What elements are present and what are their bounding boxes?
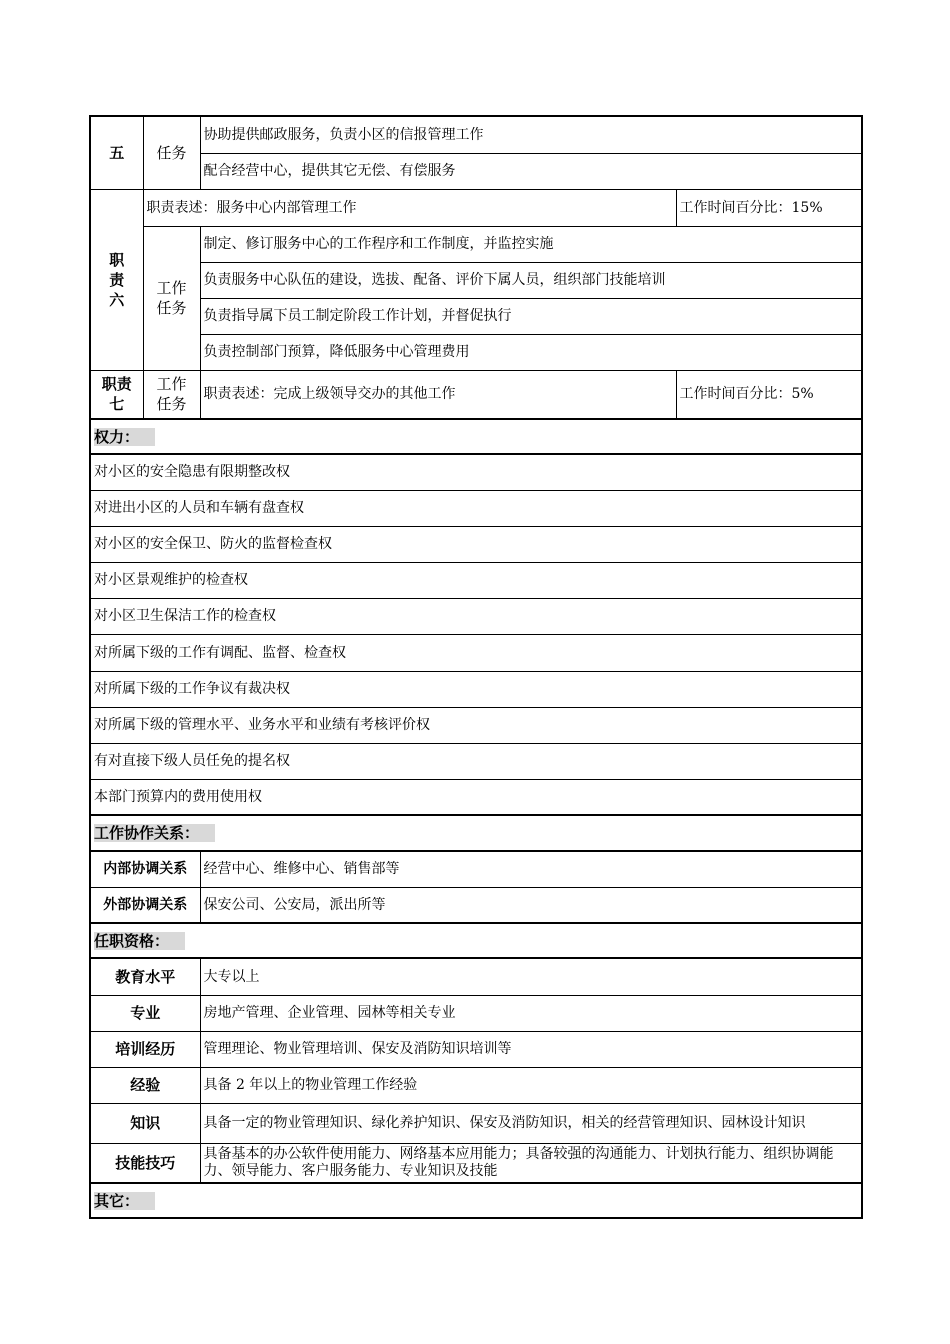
- authority-title-text: 权力：: [94, 428, 155, 446]
- job-description-document: [89, 115, 861, 1219]
- qualification-label-knowledge: 知识: [90, 1103, 200, 1143]
- duty-seven-time-percent: 工作时间百分比：5%: [676, 370, 862, 419]
- duty-five-task-1: 协助提供邮政服务，负责小区的信报管理工作: [200, 116, 862, 153]
- authority-item: 对进出小区的人员和车辆有盘查权: [90, 490, 862, 526]
- qualification-label-major: 专业: [90, 995, 200, 1031]
- qualification-value-skills: 具备基本的办公软件使用能力、网络基本应用能力；具备较强的沟通能力、计划执行能力、组织协调能力、领导能力、客户服务能力、专业知识及技能: [200, 1143, 862, 1183]
- duty-six-label-text: 职责六: [109, 250, 125, 309]
- external-coordination-value: 保安公司、公安局，派出所等: [200, 887, 862, 923]
- duty-six-description: 职责表述：服务中心内部管理工作: [143, 189, 676, 226]
- duty-six-task-4: 负责控制部门预算，降低服务中心管理费用: [200, 334, 862, 370]
- authority-item: 对小区景观维护的检查权: [90, 562, 862, 598]
- authority-item: 对小区的安全保卫、防火的监督检查权: [90, 526, 862, 562]
- internal-coordination-value: 经营中心、维修中心、销售部等: [200, 851, 862, 887]
- duty-seven-label-text: 职责七: [101, 375, 132, 414]
- internal-coordination-label: 内部协调关系: [90, 851, 200, 887]
- authority-item: 对小区卫生保洁工作的检查权: [90, 598, 862, 634]
- duty-five-task-2: 配合经营中心，提供其它无偿、有偿服务: [200, 153, 862, 189]
- duty-five-number: 五: [90, 116, 143, 189]
- authority-item: 有对直接下级人员任免的提名权: [90, 743, 862, 779]
- authority-item: 对所属下级的工作有调配、监督、检查权: [90, 634, 862, 671]
- other-section-title: [90, 1183, 862, 1218]
- qualification-value-experience: 具备 2 年以上的物业管理工作经验: [200, 1067, 862, 1103]
- duty-six-task-1: 制定、修订服务中心的工作程序和工作制度，并监控实施: [200, 226, 862, 262]
- duty-seven-label: [90, 370, 143, 419]
- qualification-value-education: 大专以上: [200, 958, 862, 995]
- qualification-label-skills: 技能技巧: [90, 1143, 200, 1183]
- qualification-label-training: 培训经历: [90, 1031, 200, 1067]
- qualification-value-major: 房地产管理、企业管理、园林等相关专业: [200, 995, 862, 1031]
- duty-seven-task-label: [143, 370, 200, 419]
- qualification-label-education: 教育水平: [90, 958, 200, 995]
- other-title-text: 其它：: [94, 1192, 155, 1210]
- duty-six-task-2: 负责服务中心队伍的建设，选拔、配备、评价下属人员，组织部门技能培训: [200, 262, 862, 298]
- duty-six-time-percent: 工作时间百分比：15%: [676, 189, 862, 226]
- duty-six-task-label: [143, 226, 200, 370]
- qualifications-section-title: [90, 923, 862, 958]
- duty-seven-description: 职责表述：完成上级领导交办的其他工作: [200, 370, 676, 419]
- external-coordination-label: 外部协调关系: [90, 887, 200, 923]
- authority-item: 对小区的安全隐患有限期整改权: [90, 454, 862, 490]
- duty-six-task-label-text: 工作任务: [156, 279, 187, 317]
- qualification-value-knowledge: 具备一定的物业管理知识、绿化养护知识、保安及消防知识，相关的经营管理知识、园林设计知识: [200, 1103, 862, 1143]
- job-table: [89, 115, 863, 1219]
- authority-section-title: [90, 419, 862, 454]
- authority-item: 本部门预算内的费用使用权: [90, 779, 862, 815]
- cooperation-title-text: 工作协作关系：: [94, 824, 215, 842]
- authority-item: 对所属下级的工作争议有裁决权: [90, 671, 862, 707]
- qualification-value-training: 管理理论、物业管理培训、保安及消防知识培训等: [200, 1031, 862, 1067]
- cooperation-section-title: [90, 815, 862, 851]
- qualifications-title-text: 任职资格：: [94, 932, 185, 950]
- duty-seven-task-label-text: 工作任务: [156, 375, 187, 414]
- qualification-label-experience: 经验: [90, 1067, 200, 1103]
- duty-five-task-label: 任务: [143, 116, 200, 189]
- duty-six-task-3: 负责指导属下员工制定阶段工作计划，并督促执行: [200, 298, 862, 334]
- authority-item: 对所属下级的管理水平、业务水平和业绩有考核评价权: [90, 707, 862, 743]
- duty-six-label: [90, 189, 143, 370]
